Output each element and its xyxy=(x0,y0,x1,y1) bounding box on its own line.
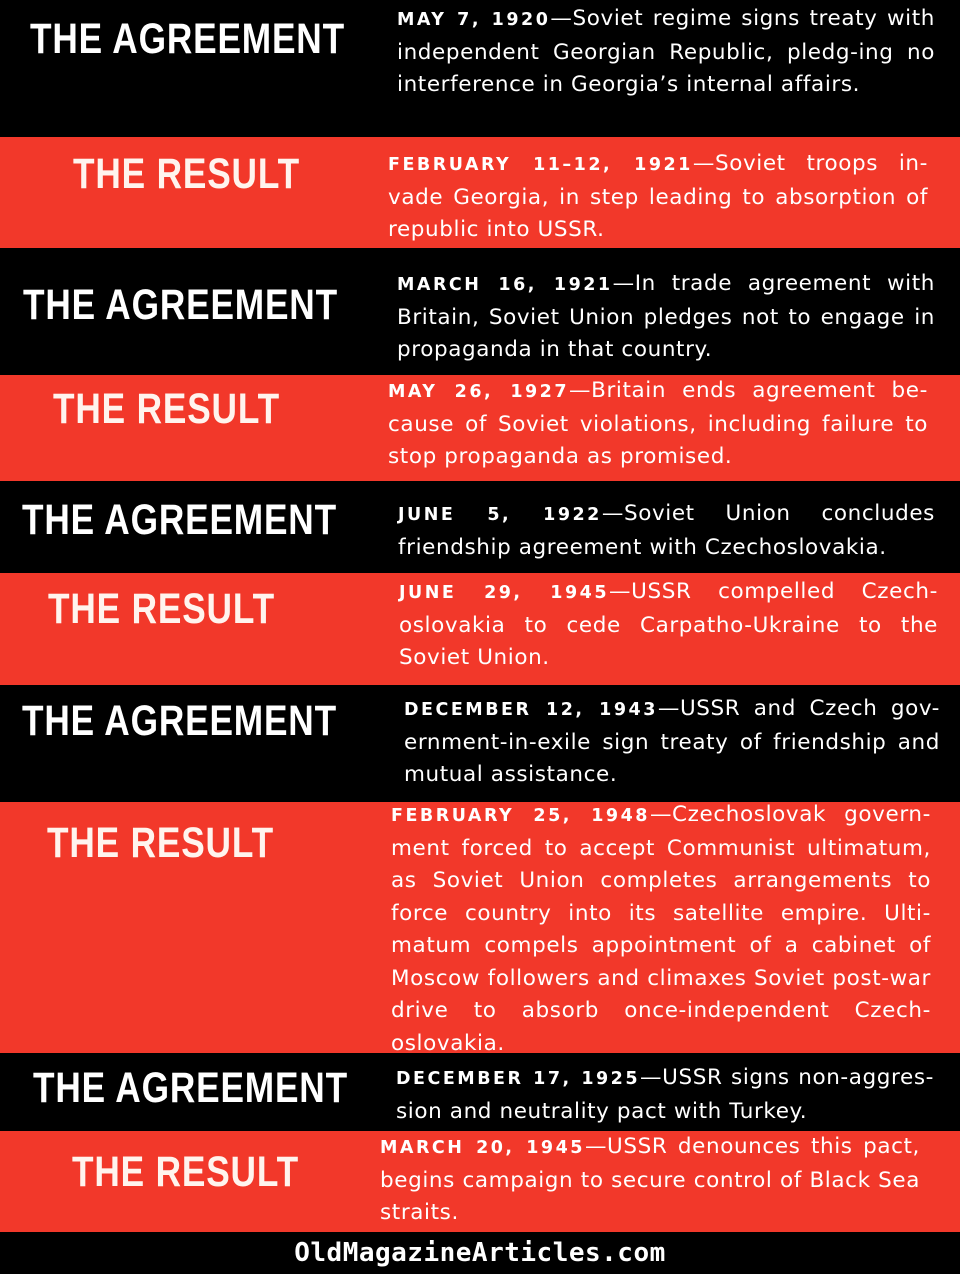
result-band-4 xyxy=(0,802,960,1053)
result-text xyxy=(388,148,928,247)
result-band-2 xyxy=(0,375,960,481)
entry-body: —USSR denounces this pact, begins campaign to secure control of Black Sea straits. xyxy=(380,1134,920,1225)
agreement-band-4 xyxy=(0,685,960,802)
agreement-heading: THE AGREEMENT xyxy=(22,696,337,745)
result-band-1 xyxy=(0,137,960,248)
agreement-heading: THE AGREEMENT xyxy=(23,280,338,329)
agreement-heading: THE AGREEMENT xyxy=(33,1063,348,1112)
result-text xyxy=(380,1131,920,1230)
entry-date: FEBRUARY 25, 1948 xyxy=(391,806,650,826)
result-heading: THE RESULT xyxy=(73,149,300,198)
entry-body: —USSR and Czech gov-ernment-in-exile sign treaty of friendship and mutual assistance. xyxy=(404,696,940,787)
result-text xyxy=(399,576,938,675)
entry-date: MAY 7, 1920 xyxy=(397,10,551,30)
entry-body: —Britain ends agreement be-cause of Soviet violations, including failure to stop propaganda as promised. xyxy=(388,378,928,469)
entry-body: —In trade agreement with Britain, Soviet Union pledges not to engage in propaganda in that country. xyxy=(397,271,935,362)
agreement-text xyxy=(398,498,935,564)
result-band-3 xyxy=(0,573,960,685)
agreement-heading: THE AGREEMENT xyxy=(22,495,337,544)
result-text xyxy=(391,802,931,1053)
result-heading: THE RESULT xyxy=(48,584,275,633)
agreement-band-1 xyxy=(0,0,960,137)
entry-date: MARCH 16, 1921 xyxy=(397,275,613,295)
agreement-heading: THE AGREEMENT xyxy=(30,14,345,63)
entry-body: —Soviet troops in-vade Georgia, in step leading to absorption of republic into USSR. xyxy=(388,151,928,242)
footer-site-name: OldMagazineArticles.com xyxy=(294,1238,666,1268)
entry-date: JUNE 5, 1922 xyxy=(398,505,602,525)
entry-body: —Soviet regime signs treaty with independent Georgian Republic, pledg-ing no interference in Georgia’s internal affairs. xyxy=(397,6,936,97)
result-text xyxy=(388,375,928,474)
agreement-text xyxy=(397,268,935,367)
agreement-text xyxy=(404,693,940,792)
entry-date: DECEMBER 17, 1925 xyxy=(396,1069,641,1089)
entry-date: DECEMBER 12, 1943 xyxy=(404,700,658,720)
entry-date: FEBRUARY 11–12, 1921 xyxy=(388,155,693,175)
entry-body: —USSR signs non-aggres-sion and neutrality pact with Turkey. xyxy=(396,1065,935,1124)
entry-date: MARCH 20, 1945 xyxy=(380,1138,585,1158)
result-heading: THE RESULT xyxy=(72,1147,299,1196)
agreement-band-5 xyxy=(0,1053,960,1131)
result-heading: THE RESULT xyxy=(53,384,280,433)
entry-body: —Soviet Union concludes friendship agreement with Czechoslovakia. xyxy=(398,501,935,560)
entry-body: —Czechoslovak govern-ment forced to accept Communist ultimatum, as Soviet Union completes arrangements to force country into its satellite empire. Ulti-matum compels appointment of a cabinet of Moscow followers and climaxes Soviet post-war drive to absorb once-independent Czech-oslovakia. xyxy=(391,802,931,1053)
entry-date: MAY 26, 1927 xyxy=(388,382,570,402)
agreement-band-2 xyxy=(0,248,960,375)
result-heading: THE RESULT xyxy=(47,818,274,867)
agreement-band-3 xyxy=(0,481,960,573)
result-band-5 xyxy=(0,1131,960,1232)
footer xyxy=(0,1232,960,1274)
agreement-text xyxy=(396,1062,934,1128)
entry-date: JUNE 29, 1945 xyxy=(399,583,610,603)
agreement-text xyxy=(397,3,935,102)
entry-body: —USSR compelled Czech-oslovakia to cede Carpatho-Ukraine to the Soviet Union. xyxy=(399,579,938,670)
